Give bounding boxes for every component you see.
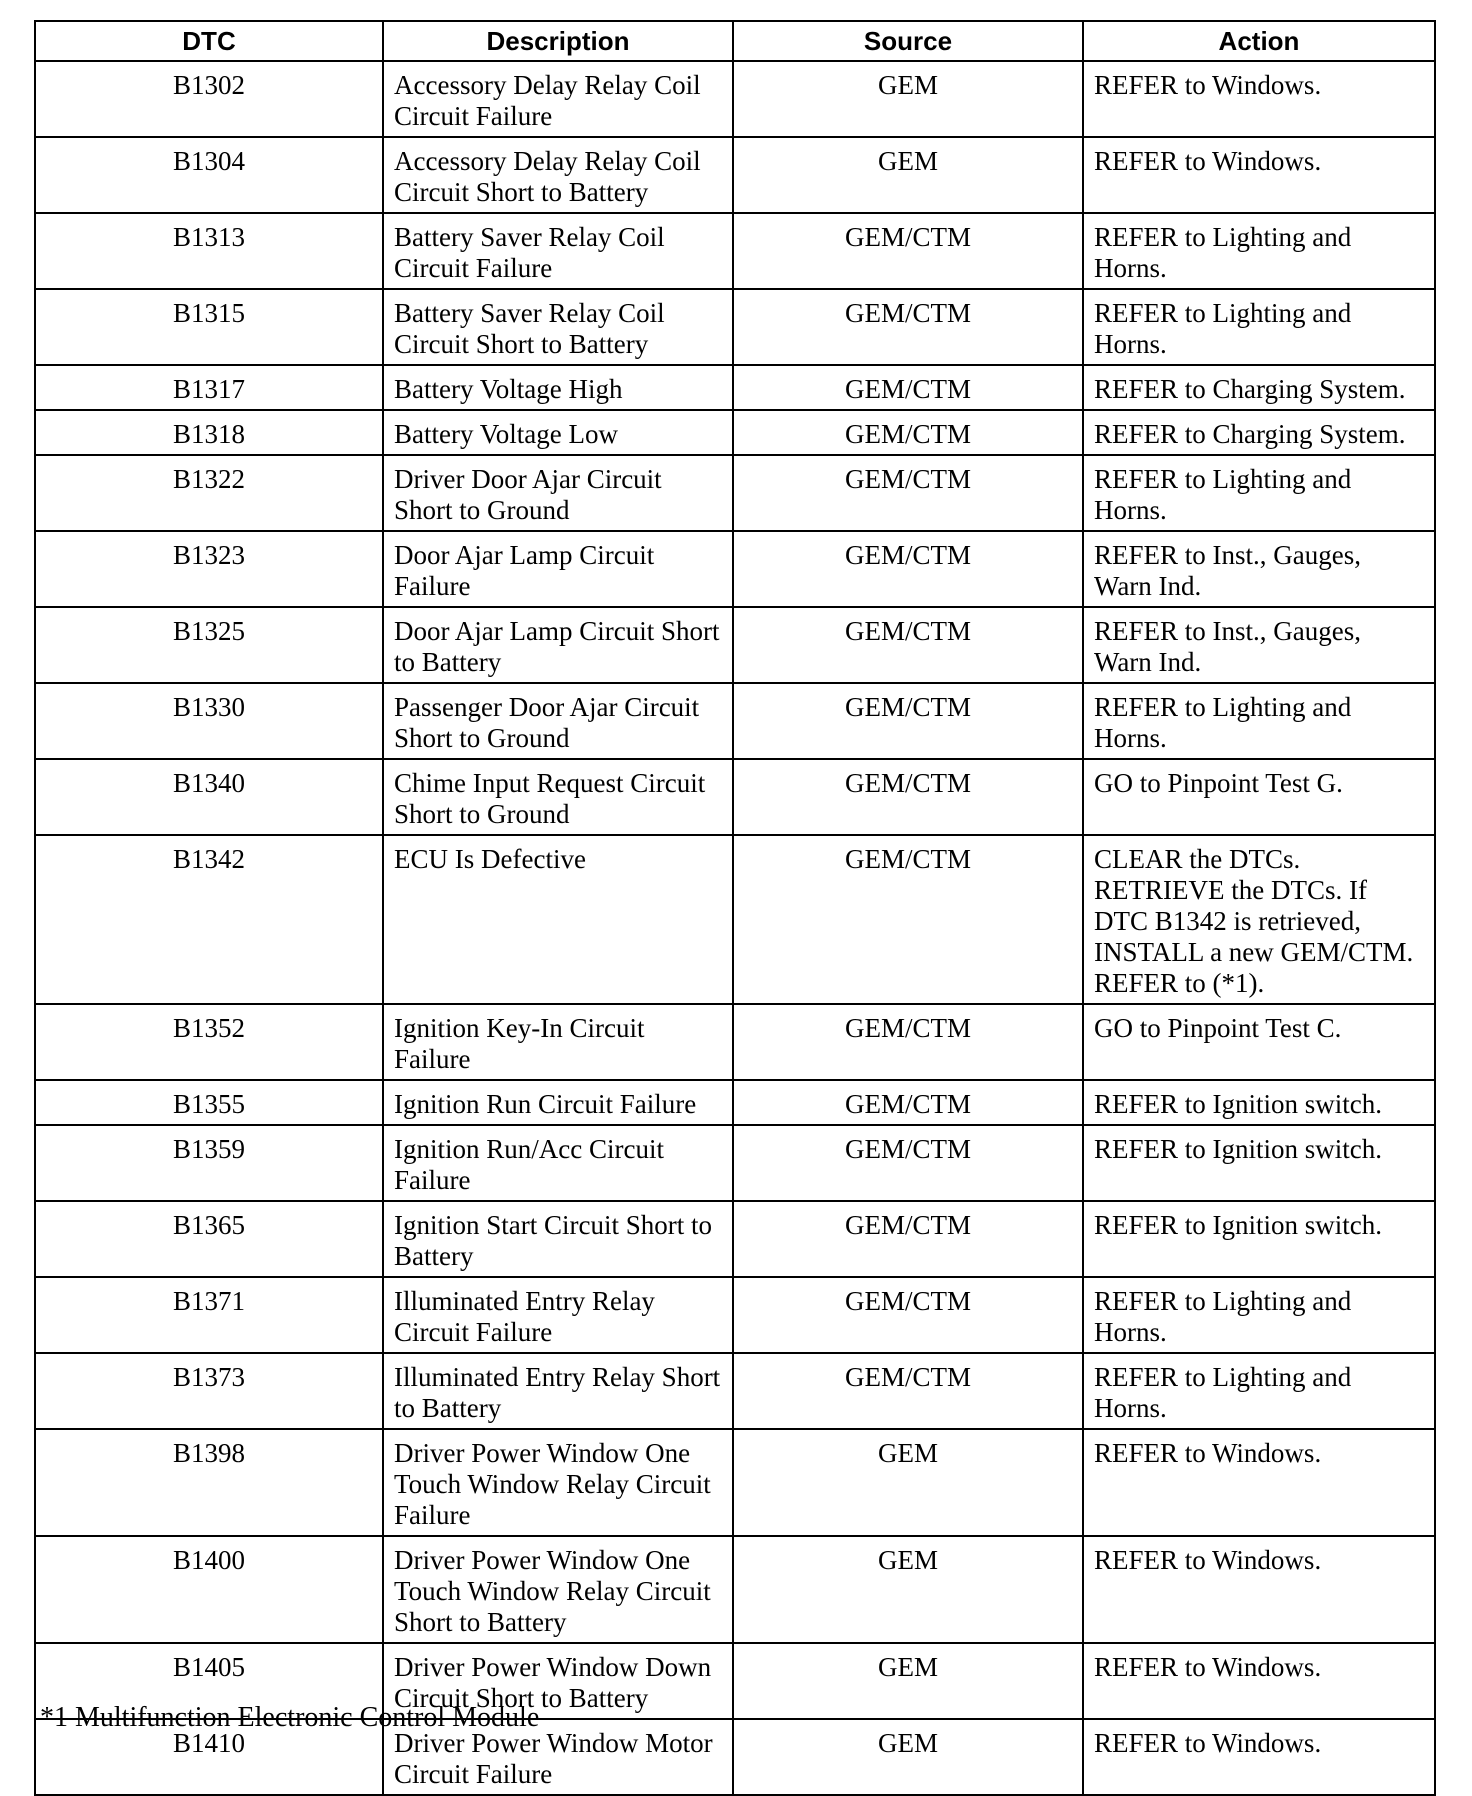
description-cell: Chime Input Request Circuit Short to Ground bbox=[383, 759, 733, 835]
description-cell: Accessory Delay Relay Coil Circuit Short to Battery bbox=[383, 137, 733, 213]
action-cell: REFER to Charging System. bbox=[1083, 365, 1435, 410]
action-cell: REFER to Inst., Gauges, Warn Ind. bbox=[1083, 607, 1435, 683]
source-cell: GEM/CTM bbox=[733, 1125, 1083, 1201]
action-cell: REFER to Windows. bbox=[1083, 1429, 1435, 1536]
header-description: Description bbox=[383, 21, 733, 61]
dtc-code-cell: B1371 bbox=[35, 1277, 383, 1353]
table-row bbox=[35, 365, 1435, 410]
source-cell: GEM/CTM bbox=[733, 1353, 1083, 1429]
table-header-row bbox=[35, 21, 1435, 61]
action-cell: REFER to Windows. bbox=[1083, 137, 1435, 213]
dtc-code-cell: B1330 bbox=[35, 683, 383, 759]
source-cell: GEM/CTM bbox=[733, 365, 1083, 410]
dtc-code-cell: B1373 bbox=[35, 1353, 383, 1429]
source-cell: GEM/CTM bbox=[733, 607, 1083, 683]
action-line: REFER to (*1). bbox=[1094, 968, 1265, 998]
table-row bbox=[35, 61, 1435, 137]
dtc-code-cell: B1313 bbox=[35, 213, 383, 289]
source-cell: GEM bbox=[733, 1536, 1083, 1643]
table-row bbox=[35, 1277, 1435, 1353]
table-row bbox=[35, 410, 1435, 455]
description-cell: Battery Saver Relay Coil Circuit Failure bbox=[383, 213, 733, 289]
dtc-code-cell: B1323 bbox=[35, 531, 383, 607]
table-row bbox=[35, 213, 1435, 289]
header-source: Source bbox=[733, 21, 1083, 61]
action-line: CLEAR the DTCs. bbox=[1094, 844, 1301, 874]
table-row bbox=[35, 1004, 1435, 1080]
source-cell: GEM/CTM bbox=[733, 531, 1083, 607]
source-cell: GEM/CTM bbox=[733, 289, 1083, 365]
table-row bbox=[35, 289, 1435, 365]
description-cell: Ignition Start Circuit Short to Battery bbox=[383, 1201, 733, 1277]
dtc-code-cell: B1405 bbox=[35, 1643, 383, 1719]
source-cell: GEM bbox=[733, 1643, 1083, 1719]
description-cell: Battery Voltage High bbox=[383, 365, 733, 410]
table-row bbox=[35, 1536, 1435, 1643]
dtc-code-cell: B1318 bbox=[35, 410, 383, 455]
action-line: INSTALL a new GEM/CTM. bbox=[1094, 937, 1414, 967]
source-cell: GEM/CTM bbox=[733, 1080, 1083, 1125]
header-dtc: DTC bbox=[35, 21, 383, 61]
table-row bbox=[35, 1429, 1435, 1536]
dtc-code-cell: B1365 bbox=[35, 1201, 383, 1277]
footnote: *1 Multifunction Electronic Control Module bbox=[40, 1702, 540, 1733]
action-cell: REFER to Charging System. bbox=[1083, 410, 1435, 455]
table-row bbox=[35, 1125, 1435, 1201]
dtc-code-cell: B1410 bbox=[35, 1719, 383, 1795]
action-line: DTC B1342 is retrieved, bbox=[1094, 906, 1361, 936]
source-cell: GEM bbox=[733, 61, 1083, 137]
action-cell: REFER to Lighting and Horns. bbox=[1083, 1277, 1435, 1353]
source-cell: GEM/CTM bbox=[733, 683, 1083, 759]
dtc-code-cell: B1342 bbox=[35, 835, 383, 1004]
table-row bbox=[35, 759, 1435, 835]
description-cell: Ignition Run/Acc Circuit Failure bbox=[383, 1125, 733, 1201]
dtc-code-cell: B1315 bbox=[35, 289, 383, 365]
dtc-code-cell: B1340 bbox=[35, 759, 383, 835]
dtc-code-cell: B1352 bbox=[35, 1004, 383, 1080]
action-cell: REFER to Lighting and Horns. bbox=[1083, 683, 1435, 759]
action-cell: REFER to Windows. bbox=[1083, 61, 1435, 137]
source-cell: GEM/CTM bbox=[733, 1277, 1083, 1353]
action-cell: REFER to Windows. bbox=[1083, 1536, 1435, 1643]
action-cell: GO to Pinpoint Test G. bbox=[1083, 759, 1435, 835]
action-cell: REFER to Ignition switch. bbox=[1083, 1125, 1435, 1201]
action-cell: REFER to Lighting and Horns. bbox=[1083, 455, 1435, 531]
source-cell: GEM/CTM bbox=[733, 1201, 1083, 1277]
action-cell: REFER to Windows. bbox=[1083, 1719, 1435, 1795]
description-cell: ECU Is Defective bbox=[383, 835, 733, 1004]
table-body bbox=[35, 61, 1435, 1795]
table-row bbox=[35, 137, 1435, 213]
dtc-code-cell: B1302 bbox=[35, 61, 383, 137]
source-cell: GEM/CTM bbox=[733, 1004, 1083, 1080]
dtc-table bbox=[34, 20, 1436, 1796]
description-cell: Illuminated Entry Relay Circuit Failure bbox=[383, 1277, 733, 1353]
action-cell: REFER to Inst., Gauges, Warn Ind. bbox=[1083, 531, 1435, 607]
description-cell: Passenger Door Ajar Circuit Short to Ground bbox=[383, 683, 733, 759]
source-cell: GEM/CTM bbox=[733, 410, 1083, 455]
action-cell: REFER to Windows. bbox=[1083, 1643, 1435, 1719]
table-row bbox=[35, 835, 1435, 1004]
dtc-code-cell: B1400 bbox=[35, 1536, 383, 1643]
table-row bbox=[35, 683, 1435, 759]
description-cell: Ignition Key-In Circuit Failure bbox=[383, 1004, 733, 1080]
dtc-code-cell: B1355 bbox=[35, 1080, 383, 1125]
action-line: RETRIEVE the DTCs. If bbox=[1094, 875, 1367, 905]
description-cell: Battery Saver Relay Coil Circuit Short to Battery bbox=[383, 289, 733, 365]
dtc-code-cell: B1359 bbox=[35, 1125, 383, 1201]
dtc-code-cell: B1325 bbox=[35, 607, 383, 683]
description-cell: Driver Power Window One Touch Window Relay Circuit Short to Battery bbox=[383, 1536, 733, 1643]
source-cell: GEM bbox=[733, 137, 1083, 213]
source-cell: GEM/CTM bbox=[733, 759, 1083, 835]
description-cell: Driver Power Window Down Circuit Short to Battery bbox=[383, 1643, 733, 1719]
table-row bbox=[35, 531, 1435, 607]
source-cell: GEM bbox=[733, 1719, 1083, 1795]
dtc-code-cell: B1317 bbox=[35, 365, 383, 410]
action-cell: REFER to Lighting and Horns. bbox=[1083, 213, 1435, 289]
source-cell: GEM/CTM bbox=[733, 213, 1083, 289]
description-cell: Battery Voltage Low bbox=[383, 410, 733, 455]
description-cell: Door Ajar Lamp Circuit Failure bbox=[383, 531, 733, 607]
description-cell: Ignition Run Circuit Failure bbox=[383, 1080, 733, 1125]
table-row bbox=[35, 455, 1435, 531]
description-cell: Door Ajar Lamp Circuit Short to Battery bbox=[383, 607, 733, 683]
action-cell: GO to Pinpoint Test C. bbox=[1083, 1004, 1435, 1080]
table-row bbox=[35, 607, 1435, 683]
table-row bbox=[35, 1201, 1435, 1277]
table-row bbox=[35, 1353, 1435, 1429]
description-cell: Driver Power Window One Touch Window Relay Circuit Failure bbox=[383, 1429, 733, 1536]
dtc-code-cell: B1398 bbox=[35, 1429, 383, 1536]
table-row bbox=[35, 1080, 1435, 1125]
source-cell: GEM/CTM bbox=[733, 455, 1083, 531]
action-cell: REFER to Lighting and Horns. bbox=[1083, 1353, 1435, 1429]
source-cell: GEM bbox=[733, 1429, 1083, 1536]
action-cell: REFER to Lighting and Horns. bbox=[1083, 289, 1435, 365]
header-action: Action bbox=[1083, 21, 1435, 61]
dtc-code-cell: B1322 bbox=[35, 455, 383, 531]
action-cell: REFER to Ignition switch. bbox=[1083, 1080, 1435, 1125]
action-cell: REFER to Ignition switch. bbox=[1083, 1201, 1435, 1277]
description-cell: Illuminated Entry Relay Short to Battery bbox=[383, 1353, 733, 1429]
action-cell bbox=[1083, 835, 1435, 1004]
dtc-code-cell: B1304 bbox=[35, 137, 383, 213]
source-cell: GEM/CTM bbox=[733, 835, 1083, 1004]
description-cell: Accessory Delay Relay Coil Circuit Failure bbox=[383, 61, 733, 137]
description-cell: Driver Door Ajar Circuit Short to Ground bbox=[383, 455, 733, 531]
description-cell: Driver Power Window Motor Circuit Failure bbox=[383, 1719, 733, 1795]
